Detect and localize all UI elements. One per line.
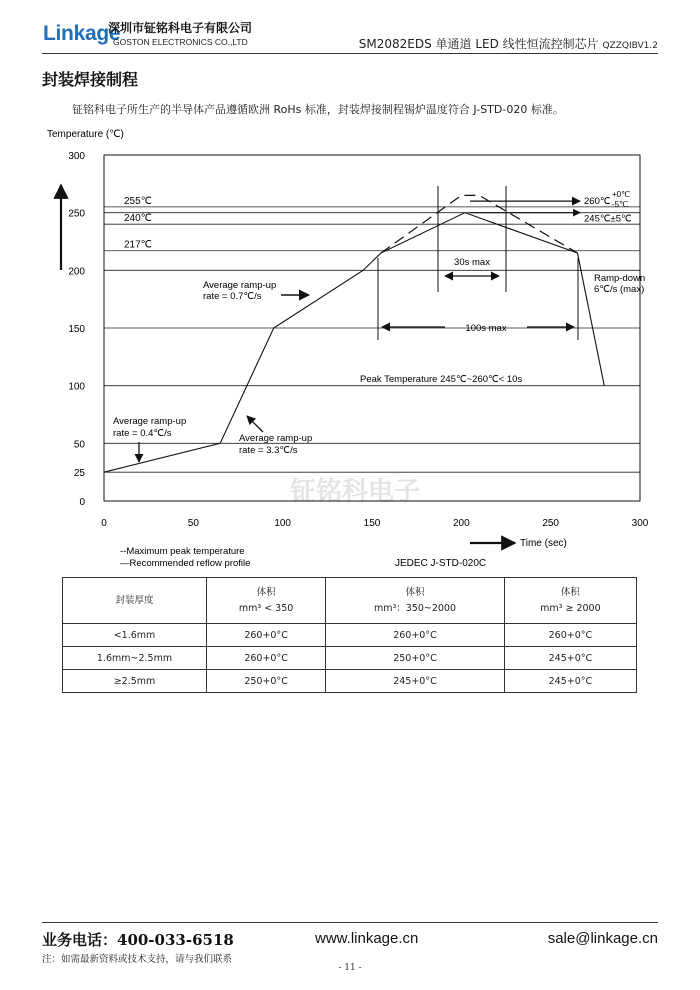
span100-label: 100s max <box>465 323 507 334</box>
table-cell-thickness: ≥2.5mm <box>63 670 207 693</box>
section-intro: 钲铭科电子所生产的半导体产品遵循欧洲 RoHs 标准，封装焊接制程锡炉温度符合 J-STD-020 标准。 <box>72 103 564 116</box>
standard-label: JEDEC J-STD-020C <box>395 558 487 569</box>
reference-label-217: 217℃ <box>124 239 152 251</box>
table-cell-thickness: <1.6mm <box>63 624 207 647</box>
document-version: QZZQIBV1.2 <box>602 41 658 51</box>
reference-label-240: 240℃ <box>124 213 152 225</box>
y-tick-25: 25 <box>73 468 85 480</box>
table-cell: 260+0°C <box>326 624 505 647</box>
footer-divider <box>42 922 658 923</box>
ramp2-rate: rate = 3.3℃/s <box>239 445 298 456</box>
company-name-cn: 深圳市钲铭科电子有限公司 <box>108 21 253 35</box>
table-head-thickness: 封装厚度 <box>63 578 207 624</box>
table-head-range: mm³ ≥ 2000 <box>540 602 601 614</box>
x-tick-250: 250 <box>542 518 560 529</box>
y-axis-label: Temperature (℃) <box>47 129 124 140</box>
legend-solid: —Recommended reflow profile <box>120 558 251 569</box>
table-head-range: mm³：350~2000 <box>373 602 457 614</box>
ramp2-arrow <box>247 416 263 432</box>
table-cell: 260+0°C <box>207 624 326 647</box>
table-head-label: 体积 <box>560 586 580 598</box>
section-title: 封装焊接制程 <box>42 70 139 89</box>
footer-note: 注：如需最新资料或技术支持，请与我们联系 <box>42 954 233 965</box>
x-tick-300: 300 <box>631 518 649 529</box>
table-head-vol-small <box>207 578 326 624</box>
ramp1-rate: rate = 0.4℃/s <box>113 428 172 439</box>
table-row <box>63 647 637 670</box>
table-head-label: 体积 <box>405 586 425 598</box>
x-tick-200: 200 <box>452 518 470 529</box>
y-tick-250: 250 <box>68 208 85 220</box>
table-cell: 260+0°C <box>504 624 636 647</box>
ramp3-rate: rate = 0.7℃/s <box>203 291 262 302</box>
table-head-vol-large <box>504 578 636 624</box>
x-axis-label: Time (sec) <box>520 538 567 549</box>
span30-label: 30s max <box>454 257 490 268</box>
peak-lo-label: 245℃±5℃ <box>584 213 632 225</box>
table-head-range: mm³ < 350 <box>238 602 294 614</box>
peak-hi-tol-bot: -5℃ <box>612 200 629 210</box>
peak-hi-label: 260℃ <box>584 196 611 208</box>
table-cell: 245+0°C <box>326 670 505 693</box>
legend-dashed: --Maximum peak temperature <box>120 546 245 557</box>
company-name-en: GOSTON ELECTRONICS CO.,LTD <box>113 37 248 47</box>
y-tick-300: 300 <box>68 151 85 162</box>
table-cell: 250+0°C <box>207 670 326 693</box>
table-row <box>63 624 637 647</box>
table-cell: 260+0°C <box>207 647 326 670</box>
table-cell: 245+0°C <box>504 647 636 670</box>
reference-label-255: 255℃ <box>124 195 152 207</box>
y-tick-0: 0 <box>79 497 85 508</box>
peak-temp-table <box>62 577 637 693</box>
series-line-0 <box>104 213 604 473</box>
watermark-text: 钲铭科电子 <box>289 476 421 506</box>
ramp3-label: Average ramp-up <box>203 280 277 291</box>
ramp1-label: Average ramp-up <box>113 416 187 427</box>
peak-hi-tol-top: +0℃ <box>612 190 631 200</box>
company-logo: Linkage <box>43 22 121 45</box>
page-number: - 11 - <box>338 963 362 973</box>
table-cell: 245+0°C <box>504 670 636 693</box>
y-tick-200: 200 <box>68 266 85 278</box>
y-tick-100: 100 <box>68 381 85 393</box>
rampdown-rate: 6℃/s (max) <box>594 284 645 295</box>
peak-note: Peak Temperature 245℃~260℃< 10s <box>360 374 523 385</box>
footer-email-link[interactable]: sale@linkage.cn <box>547 930 658 947</box>
y-tick-150: 150 <box>68 324 85 335</box>
footer-phone: 业务电话：400-033-6518 <box>42 931 234 949</box>
x-tick-100: 100 <box>274 518 292 529</box>
table-head-label: 体积 <box>256 586 276 598</box>
table-cell-thickness: 1.6mm~2.5mm <box>63 647 207 670</box>
ramp2-label: Average ramp-up <box>239 433 313 444</box>
table-cell: 250+0°C <box>326 647 505 670</box>
chart-series <box>104 195 604 472</box>
x-tick-150: 150 <box>363 518 381 529</box>
rampdown-label: Ramp-down <box>594 273 646 284</box>
x-tick-50: 50 <box>187 518 199 529</box>
table-head-vol-mid <box>326 578 505 624</box>
table-row <box>63 670 637 693</box>
table-header-row <box>63 578 637 624</box>
y-tick-50: 50 <box>73 439 85 451</box>
footer-website-link[interactable]: www.linkage.cn <box>315 930 419 947</box>
chart-annotations <box>113 186 645 462</box>
document-title-text: SM2082EDS 单通道 LED 线性恒流控制芯片 <box>358 37 599 51</box>
x-tick-0: 0 <box>101 518 107 529</box>
